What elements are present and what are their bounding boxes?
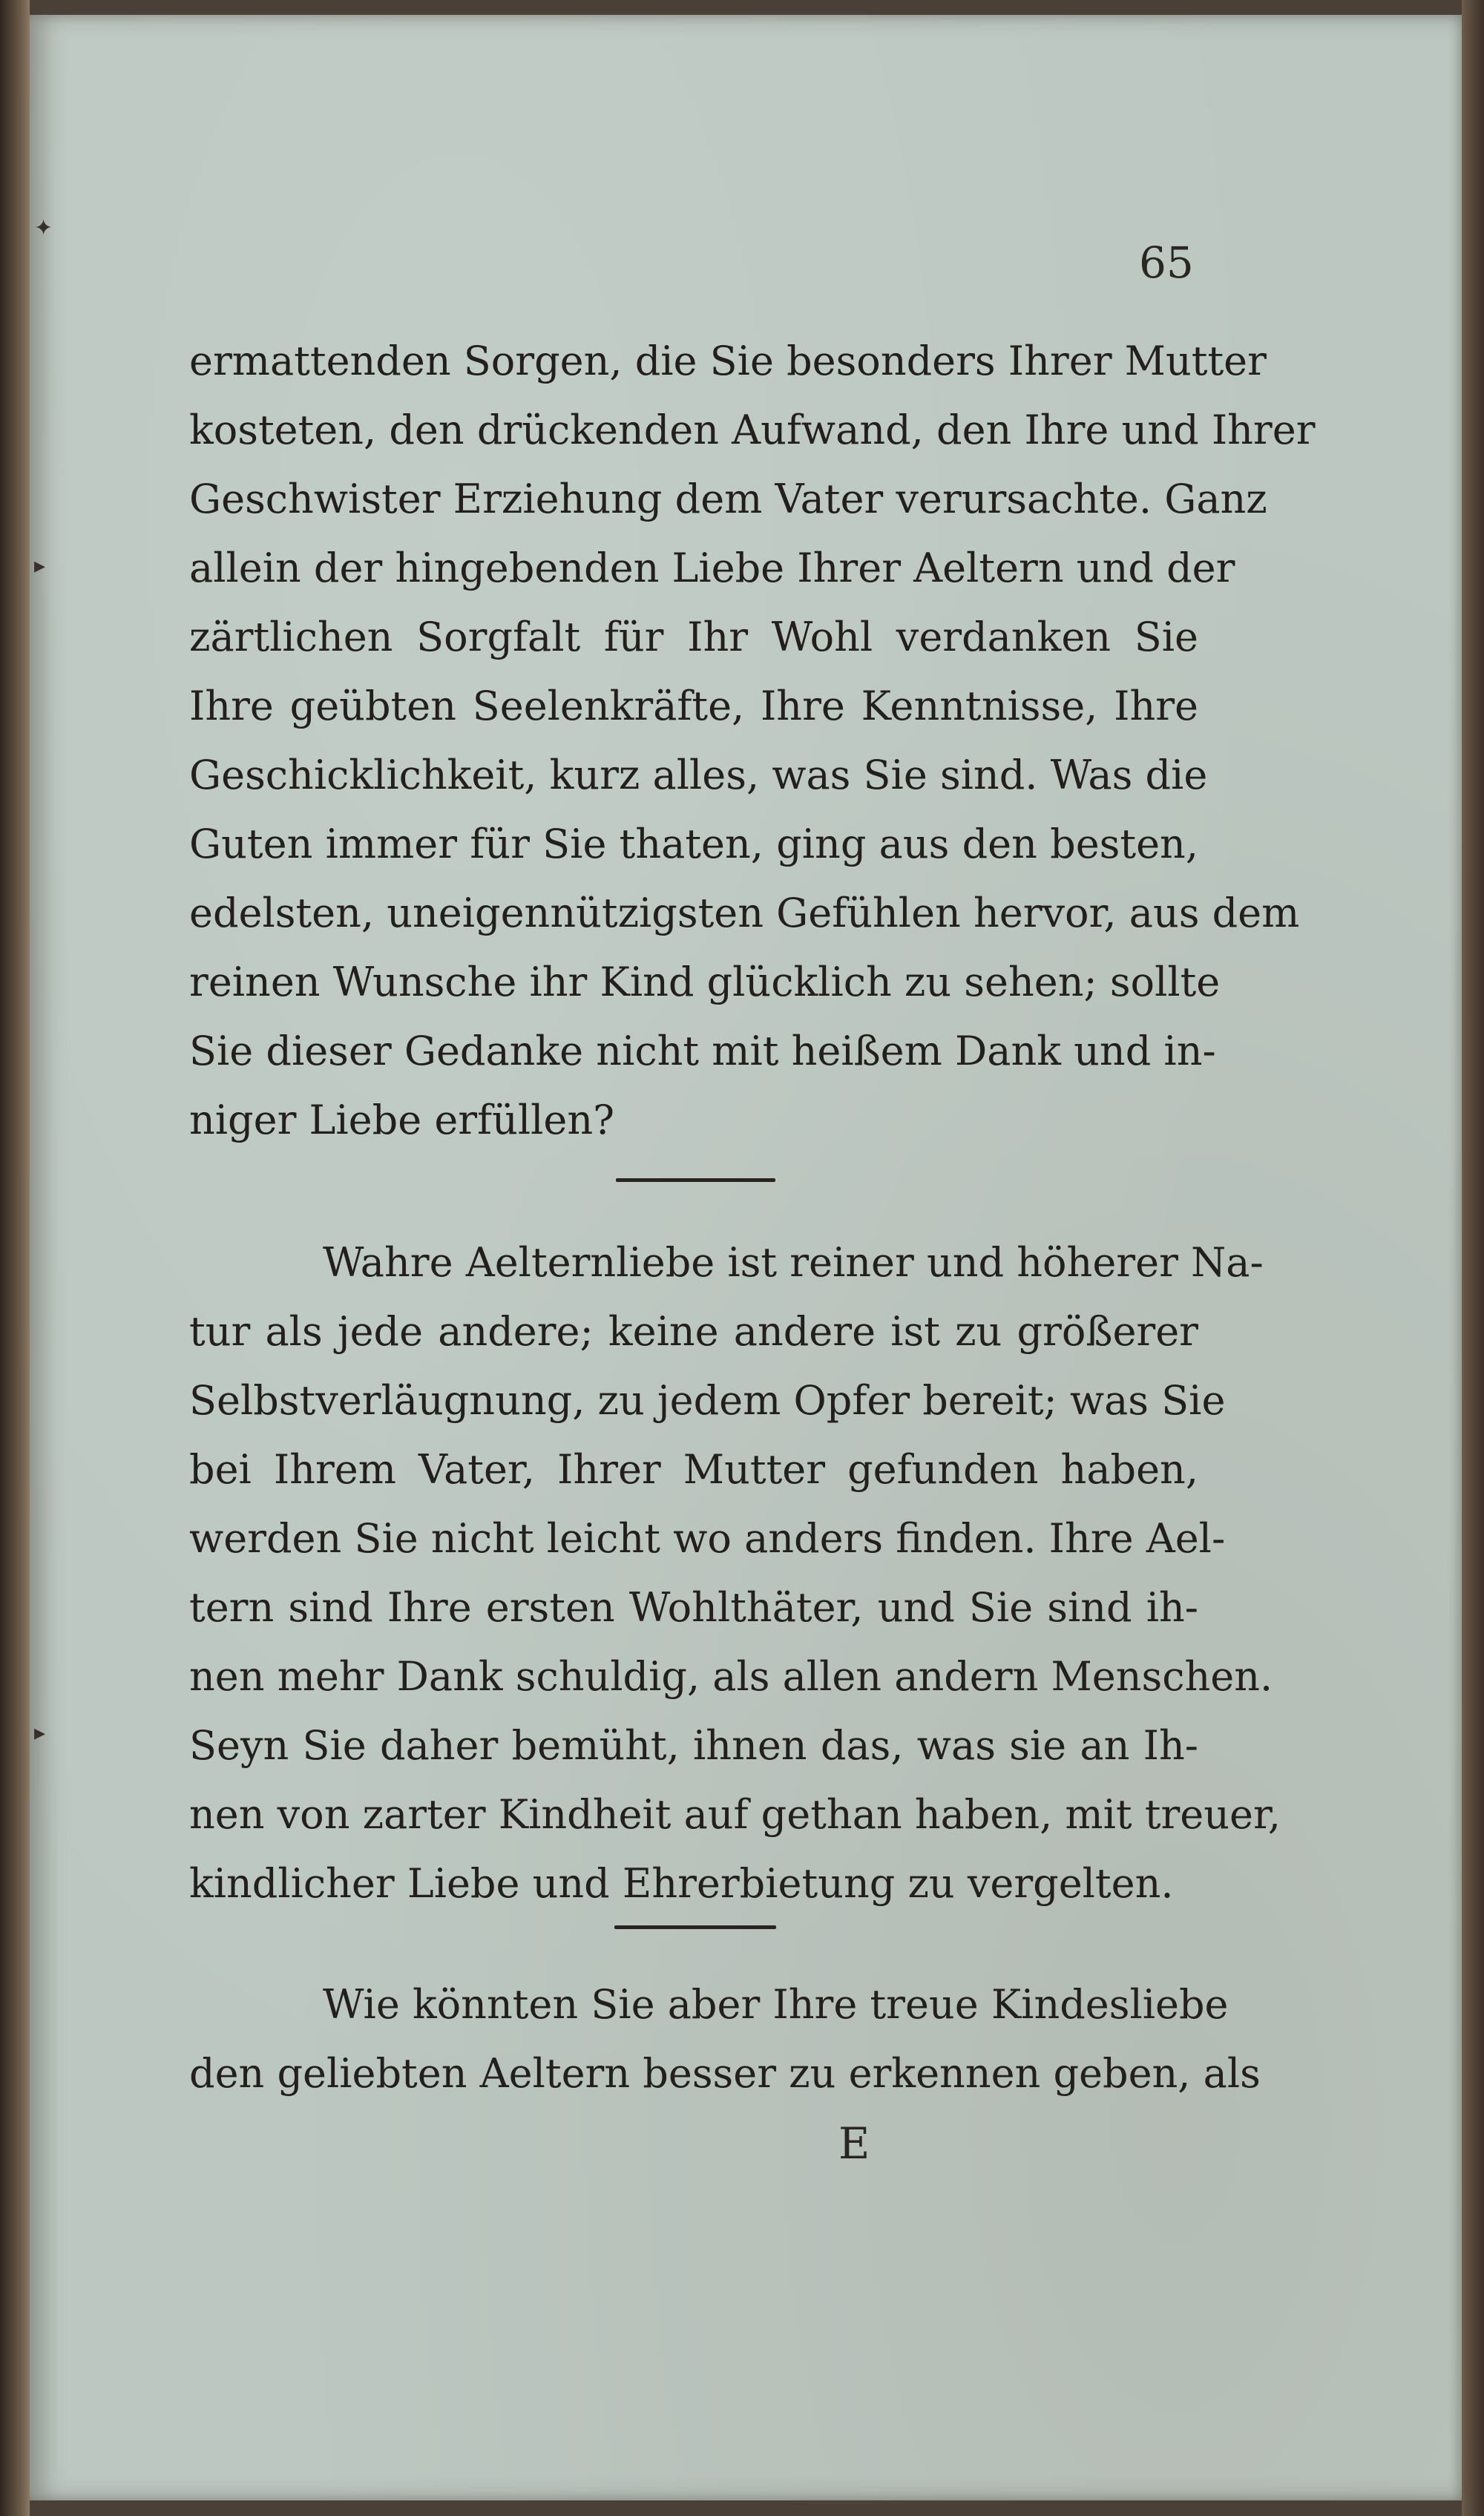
text-line: Ihre geübten Seelenkräfte, Ihre Kenntnisse, Ihre	[189, 683, 1198, 729]
text-line: werden Sie nicht leicht wo anders finden. Ihre Ael-	[189, 1515, 1226, 1562]
margin-arrow-icon: ▸	[34, 1720, 46, 1746]
text-line: tur als jede andere; keine andere ist zu größerer	[189, 1308, 1198, 1355]
book-spine-edge	[0, 0, 30, 2516]
book-right-edge	[1462, 0, 1484, 2516]
text-line: edelsten, uneigennützigsten Gefühlen hervor, aus dem	[189, 890, 1300, 936]
text-line: allein der hingebenden Liebe Ihrer Aeltern und der	[189, 545, 1235, 591]
text-line: Guten immer für Sie thaten, ging aus den besten,	[189, 821, 1198, 867]
text-line: zärtlichen Sorgfalt für Ihr Wohl verdanken Sie	[189, 614, 1198, 660]
text-line: Sie dieser Gedanke nicht mit heißem Dank und in-	[189, 1028, 1216, 1074]
text-line: nen mehr Dank schuldig, als allen andern Menschen.	[189, 1653, 1273, 1700]
text-line: bei Ihrem Vater, Ihrer Mutter gefunden haben,	[189, 1446, 1198, 1493]
text-line: tern sind Ihre ersten Wohlthäter, und Sie sind ih-	[189, 1584, 1198, 1631]
signature-mark: E	[838, 2118, 870, 2169]
text-line: Wahre Aelternliebe ist reiner und höherer Na-	[323, 1239, 1264, 1286]
text-line: reinen Wunsche ihr Kind glücklich zu sehen; sollte	[189, 959, 1221, 1005]
text-line: nen von zarter Kindheit auf gethan haben, mit treuer,	[189, 1791, 1281, 1838]
text-line: kosteten, den drückenden Aufwand, den Ihre und Ihrer	[189, 407, 1316, 453]
text-line: den geliebten Aeltern besser zu erkennen geben, als	[189, 2050, 1261, 2097]
paragraph-1	[189, 326, 1316, 1154]
section-divider	[614, 1925, 776, 1929]
section-divider	[616, 1178, 775, 1182]
text-line: niger Liebe erfüllen?	[189, 1097, 615, 1143]
text-line: ermattenden Sorgen, die Sie besonders Ihrer Mutter	[189, 338, 1267, 384]
text-line: Seyn Sie daher bemüht, ihnen das, was sie an Ih-	[189, 1722, 1198, 1769]
text-line: kindlicher Liebe und Ehrerbietung zu vergelten.	[189, 1860, 1174, 1907]
margin-arrow-icon: ▸	[34, 553, 46, 579]
page-number: 65	[1139, 237, 1194, 288]
text-line: Geschwister Erziehung dem Vater verursachte. Ganz	[189, 476, 1267, 522]
text-line: Geschicklichkeit, kurz alles, was Sie sind. Was die	[189, 752, 1208, 798]
text-line: Selbstverläugnung, zu jedem Opfer bereit; was Sie	[189, 1377, 1226, 1424]
paragraph-3	[189, 1970, 1261, 2108]
paragraph-2	[189, 1228, 1281, 1918]
margin-arrow-icon: ✦	[34, 215, 53, 241]
text-line: Wie könnten Sie aber Ihre treue Kindesliebe	[323, 1981, 1229, 2028]
